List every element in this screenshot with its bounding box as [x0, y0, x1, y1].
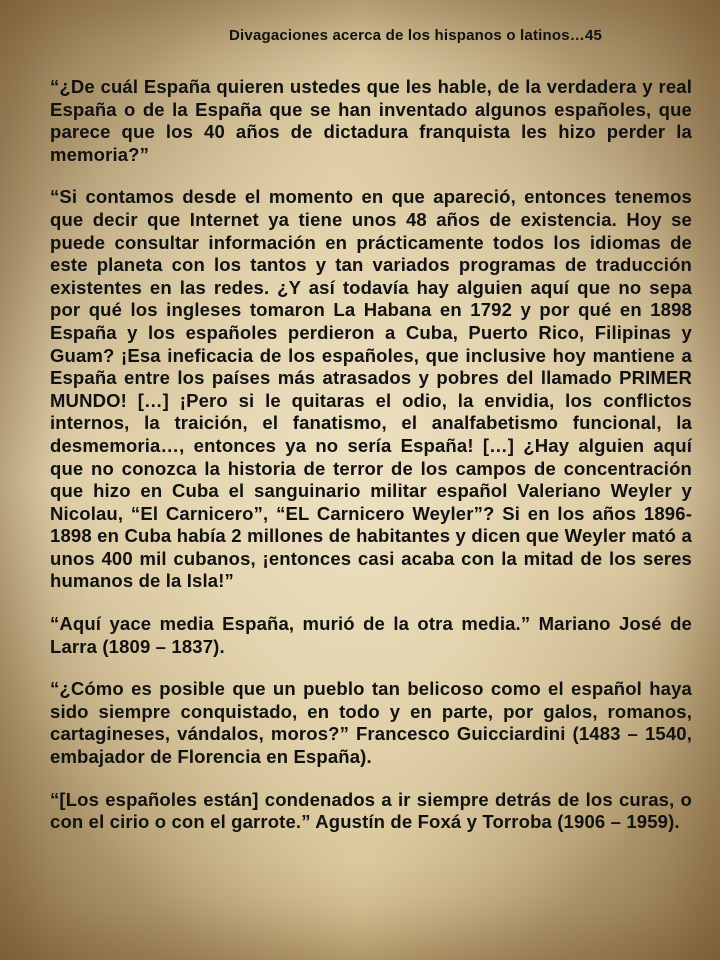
document-body: [50, 76, 692, 854]
page-header-title: Divagaciones acerca de los hispanos o latinos…45: [229, 27, 603, 44]
quote-paragraph-2: “Si contamos desde el momento en que apareció, entonces tenemos que decir que Internet ya tiene unos 48 años de existencia. Hoy se puede consultar información en prácticamente todos los idiomas de este planeta con los tantos y tan variados programas de traducción existentes en las redes. ¿Y así todavía hay alguien aquí que no sepa por qué los ingleses tomaron La Habana en 1792 y por qué en 1898 España y los españoles perdieron a Cuba, Puerto Rico, Filipinas y Guam? ¡Esa ineficacia de los españoles, que inclusive hoy mantiene a España entre los países más atrasados y pobres del llamado PRIMER MUNDO! […] ¡Pero si le quitaras el odio, la envidia, los conflictos internos, la traición, el fanatismo, el analfabetismo funcional, la desmemoria…, entonces ya no sería España! […] ¿Hay alguien aquí que no conozca la historia de terror de los campos de concentración que hizo en Cuba el sanguinario militar español Valeriano Weyler y Nicolau, “El Carnicero”, “EL Carnicero Weyler”? Si en los años 1896-1898 en Cuba había 2 millones de habitantes y dicen que Weyler mató a unos 400 mil cubanos, ¡entonces casi acaba con la mitad de los seres humanos de la Isla!”: [50, 186, 692, 592]
quote-paragraph-3: “Aquí yace media España, murió de la otra media.” Mariano José de Larra (1809 – 1837).: [50, 613, 692, 657]
quote-paragraph-4: “¿Cómo es posible que un pueblo tan belicoso como el español haya sido siempre conquistado, en todo y en parte, por galos, romanos, cartagineses, vándalos, moros?” Francesco Guicciardini (1483 – 1540, embajador de Florencia en España).: [50, 678, 692, 768]
quote-paragraph-5: “[Los españoles están] condenados a ir siempre detrás de los curas, o con el cirio o con el garrote.” Agustín de Foxá y Torroba (1906 – 1959).: [50, 788, 692, 833]
quote-paragraph-1: “¿De cuál España quieren ustedes que les hable, de la verdadera y real España o de la España que se han inventado algunos españoles, que parece que los 40 años de dictadura franquista les hizo perder la memoria?”: [50, 76, 692, 165]
